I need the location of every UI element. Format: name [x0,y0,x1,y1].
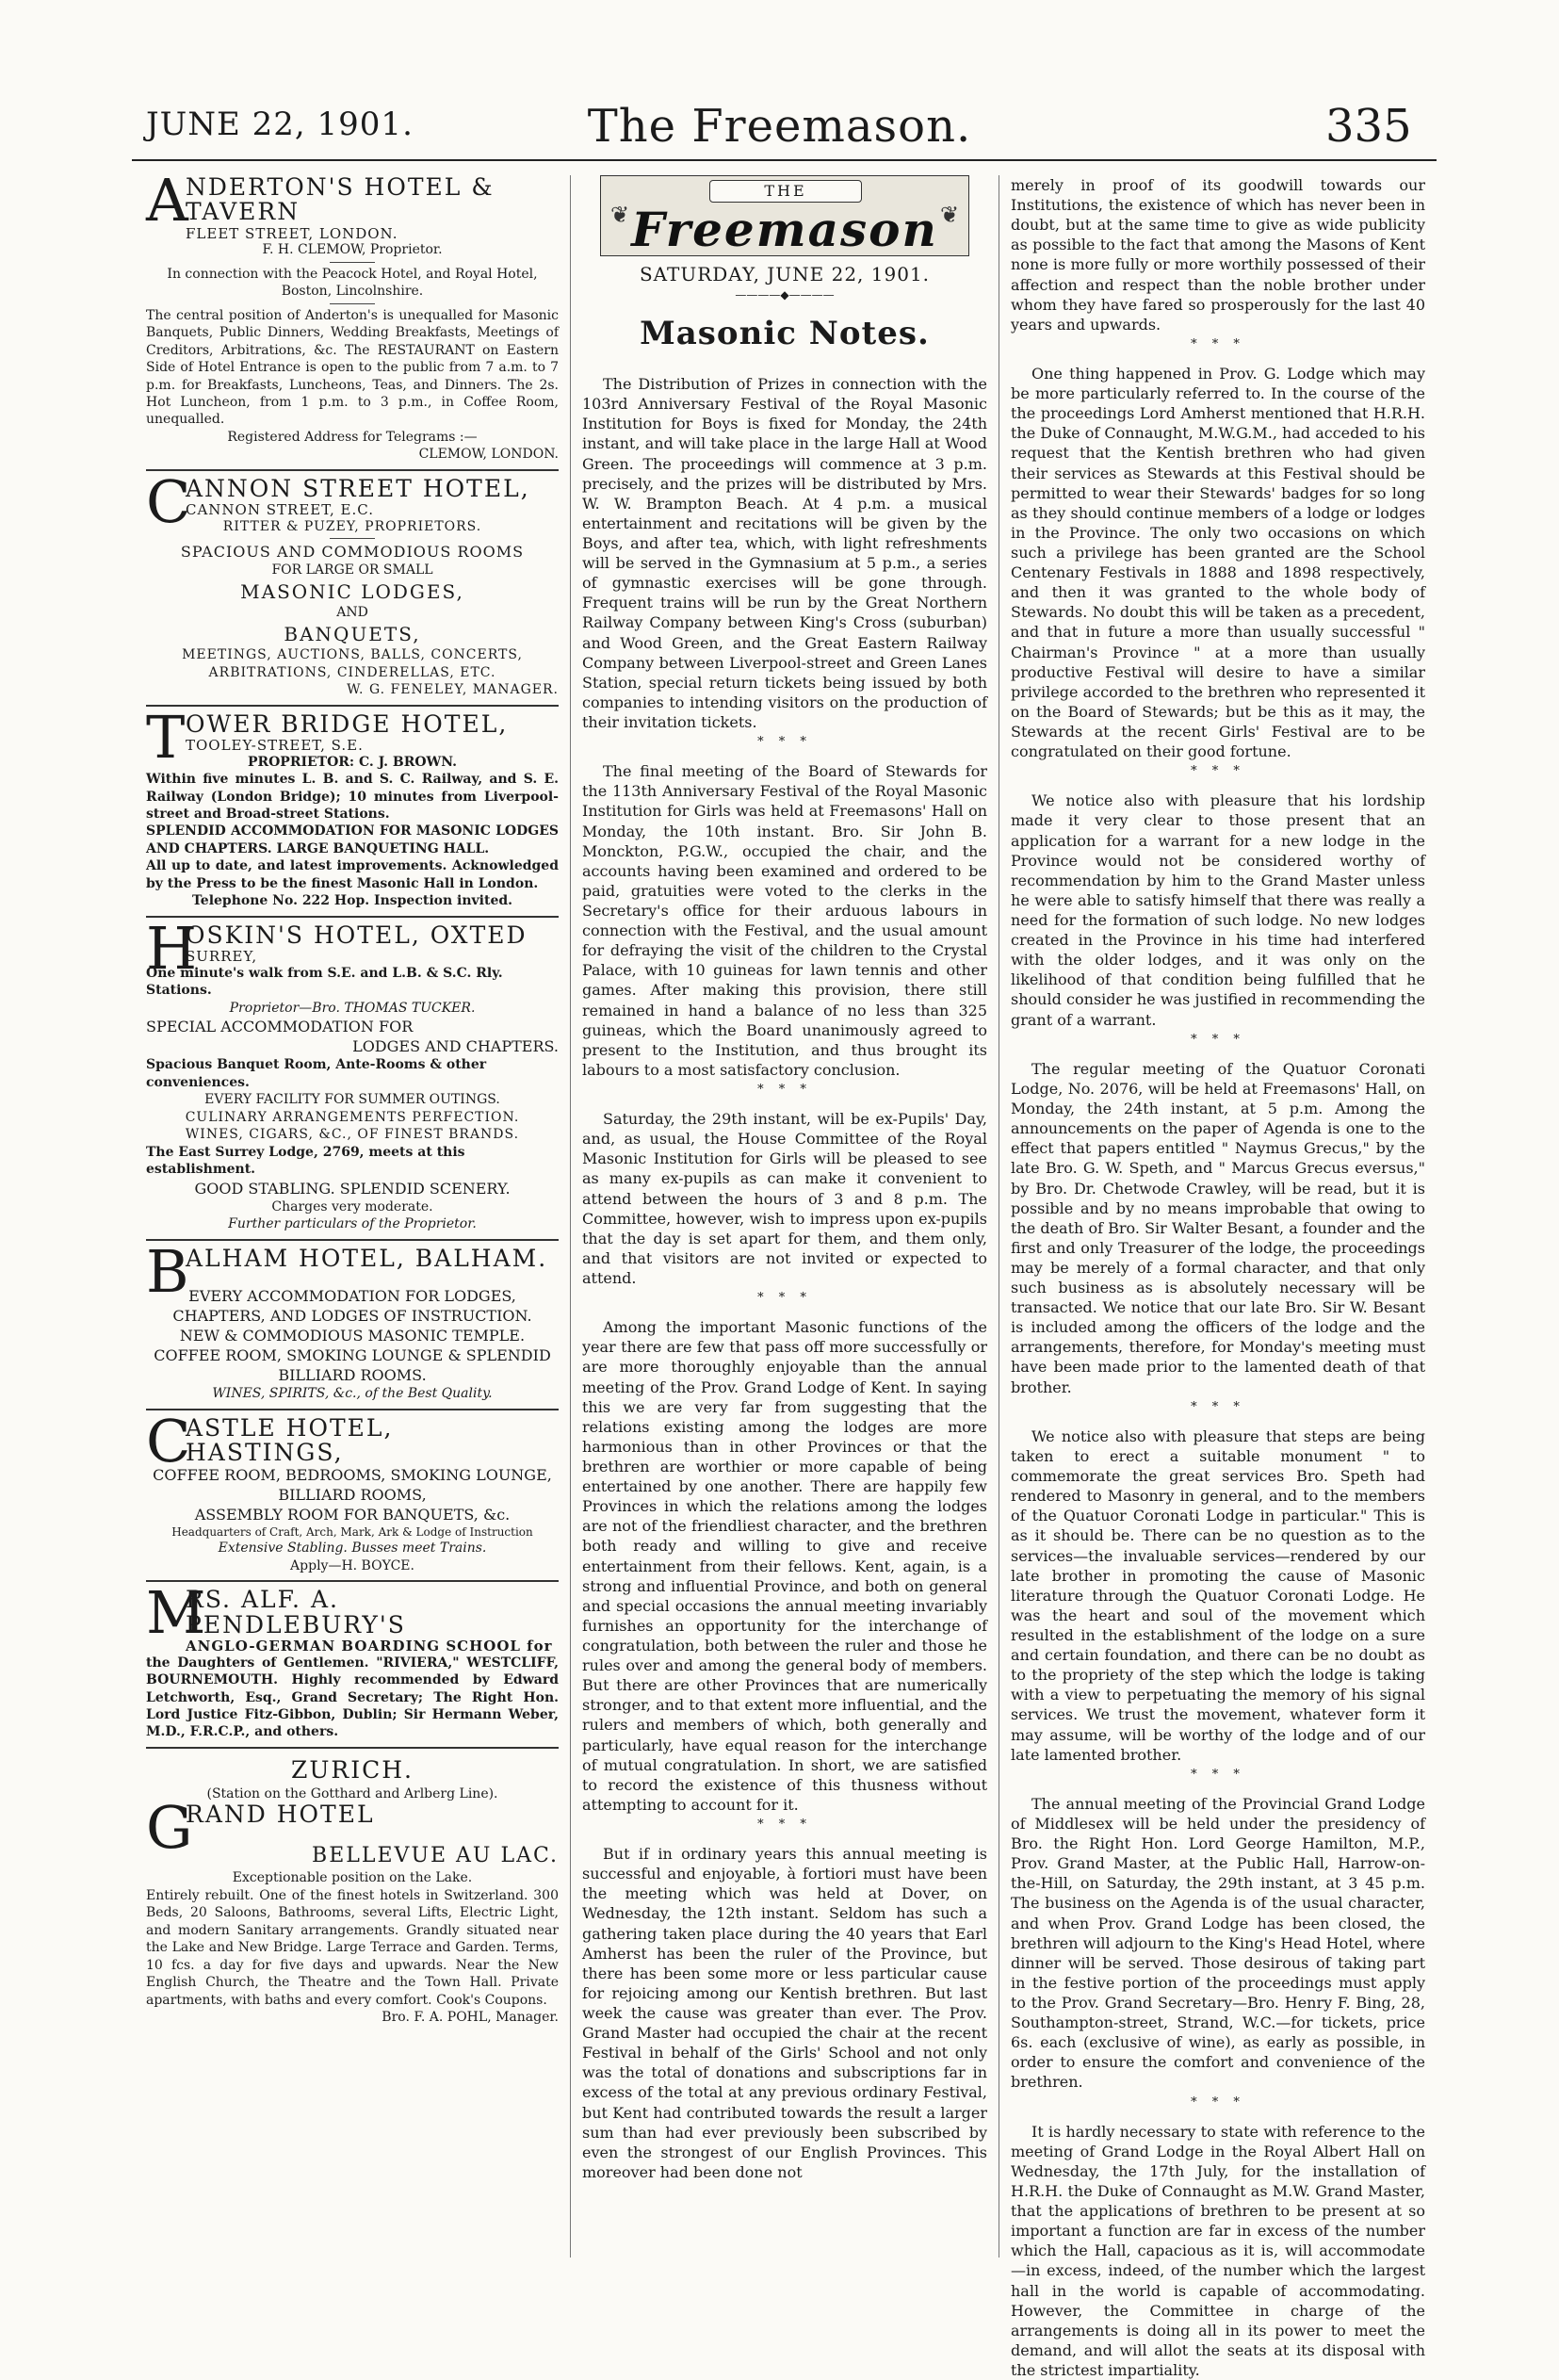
ornament-icon: ❦ [939,202,960,228]
drop-capital: C [146,1406,191,1475]
ad-text: FOR LARGE OR SMALL [271,562,433,579]
article-paragraph: One thing happened in Prov. G. Lodge which may be more particularly referred to. In the course of the the proceedings Lord Amherst mentioned that H.R.H. the Duke of Connaught, M.W.G.M., had acceded to his request that the Kentish brethren who had given their services as Stewards at this Festival should be permitted to wear their Stewards' badges for so long as they should continue members of a lodge or lodges in the Province. The only two occasions on which such a privilege has been granted are the School Centenary Festivals in 1888 and 1898 respectively, and then it was granted to the whole body of Stewards. No doubt this will be taken as a precedent, and that in future a more than usually successful " Chairman's Province " at a more than usually productive Festival will desire to have a similar privilege accorded to the brethren who represented it on the Board of Stewards; but be this as it may, the Stewards at the recent Girls' Festival are to be congratulated on their good fortune. [1011,365,1425,761]
section-separator: * * * [757,1818,812,1832]
article-paragraph: The Distribution of Prizes in connection with the 103rd Anniversary Festival of the Royal Masonic Institution for Boys is fixed for Monday, the 24th instant, and will take place in the large Hall at Wood Green. The proceedings will commence at 3 p.m. precisely, and the prizes will be distributed by Mrs. W. W. Brampton Beach. At 4 p.m. a musical entertainment and recitations will be given by the Boys, and after tea, which, with light refreshments will be served in the Gymnasium at 5 p.m., a series of gymnastic exercises will be gone through. Frequent trains will be run by the Great Northern Railway Company between King's Cross (suburban) and Wood Green, and the Great Eastern Railway Company between Liverpool-street and Green Lanes Station, special return tickets being issued by both companies to intending visitors on the production of their invitation tickets. [582,375,987,731]
divider [330,538,375,539]
ad-pendlebury [146,1578,559,1741]
section-separator: * * * [1191,336,1245,351]
ad-subtitle: SURREY, [186,948,258,966]
ad-text: Exceptionable position on the Lake. [232,1870,473,1886]
ad-text: ASSEMBLY ROOM FOR BANQUETS, &c. [194,1506,511,1524]
ad-text: SPECIAL ACCOMMODATION FOR [146,1018,414,1036]
ad-text: BANQUETS, [284,622,421,645]
ad-text: CLEMOW, LONDON. [418,447,559,463]
ad-manager: Bro. F. A. POHL, Manager. [382,2010,559,2026]
ad-text: Telephone No. 222 Hop. Inspection invited. [191,893,513,909]
ad-text: All up to date, and latest improvements. Acknowledged by the Press to be the finest Masonic Hall in London. [146,858,559,891]
article-paragraph: But if in ordinary years this annual meeting is successful and enjoyable, à fortiori must have been the meeting which was held at Dover, on Wednesday, the 12th instant. Seldom has such a gathering taken place during the 40 years that Earl Amherst has been the ruler of the Province, but there has been some more or less particular cause for rejoicing among our Kentish brethren. But last week the cause was greater than ever. The Prov. Grand Master had occupied the chair at the recent Festival in behalf of the Girls' School and not only was the total of donations and subscriptions far in excess of the total at any previous ordinary Festival, but Kent had contributed towards the result a larger sum than had ever previously been subscribed by even the strongest of our English Provinces. This moreover had been done not [582,1845,987,2181]
article-paragraph: The final meeting of the Board of Stewards for the 113th Anniversary Festival of the Royal Masonic Institution for Girls was held at Freemasons' Hall on Monday, the 10th instant. Bro. Sir John B. Monckton, P.G.W., occupied the chair, and the accounts having been examined and ordered to be paid, gratuities were voted to the clerks in the Secretary's office for their arduous labours in connection with the Festival, and the usual amount for defraying the visit of the children to the Crystal Palace, with 10 guineas for lawn tennis and other games. After making this provision, there still remained in hand a balance of no less than 325 guineas, which the Board unanimously agreed to present to the Institution, and thus brought its labours to a most satisfactory conclusion. [582,762,987,1079]
ad-text: The East Surrey Lodge, 2769, meets at this establishment. [146,1144,465,1178]
ornament-icon: ❦ [609,202,630,228]
ad-text: EVERY ACCOMMODATION FOR LODGES, [188,1286,516,1305]
ad-text: Further particulars of the Proprietor. [228,1216,477,1232]
ad-text: Charges very moderate. [271,1198,433,1214]
ad-title: RS. ALF. A. PENDLEBURY'S [186,1586,406,1638]
section-separator: * * * [1191,764,1245,779]
ad-title: RAND HOTEL [186,1801,375,1829]
ad-body: the Daughters of Gentlemen. "RIVIERA," WESTCLIFF, BOURNEMOUTH. Highly recommended by Edward Letchworth, Esq., Grand Secretary; The Right Hon. Lord Justice Fitz-Gibbon, Dublin; Sir Hermann Weber, M.D., F.R.C.P., and others. [146,1655,559,1740]
ad-text: In connection with the Peacock Hotel, and Royal Hotel, Boston, Lincolnshire. [167,266,538,300]
ad-proprietor: RITTER & PUZEY, PROPRIETORS. [222,518,482,534]
page-number: 335 [1325,100,1412,153]
ad-body: Entirely rebuilt. One of the finest hotels in Switzerland. 300 Beds, 20 Saloons, Bathrooms, several Lifts, Electric Light, and modern Sanitary arrangements. Grandly situated near the Lake and New Bridge. Large Terrace and Garden. Terms, 10 fcs. a day for five days and upwards. Near the New English Church, the Theatre and the Town Hall. Private apartments, with baths and every comfort. Cook's Coupons. [146,1887,559,2008]
divider [146,1239,559,1241]
ad-text: MEETINGS, AUCTIONS, BALLS, CONCERTS, ARBITRATIONS, CINDERELLAS, ETC. [182,647,523,680]
divider [330,262,375,263]
ad-proprietor: Proprietor—Bro. THOMAS TUCKER. [229,1000,476,1016]
ad-proprietor: PROPRIETOR: C. J. BROWN. [247,754,458,770]
ad-text: COFFEE ROOM, BEDROOMS, SMOKING LOUNGE, [153,1466,552,1485]
divider [146,1747,559,1749]
newspaper-title: The Freemason. [587,100,972,153]
ad-text: Spacious Banquet Room, Ante-Rooms & other conveniences. [146,1057,487,1090]
drop-capital: T [146,702,186,772]
column-divider [570,175,571,2258]
divider [146,1580,559,1582]
drop-capital: G [146,1793,193,1863]
ad-text: SPACIOUS AND COMMODIOUS ROOMS [180,543,525,562]
ad-text: EVERY FACILITY FOR SUMMER OUTINGS. [204,1092,500,1108]
ad-title: BELLEVUE AU LAC. [312,1844,559,1868]
drop-capital: M [146,1578,206,1648]
ad-title: ASTLE HOTEL, HASTINGS, [186,1413,394,1467]
article-paragraph: The annual meeting of the Provincial Grand Lodge of Middlesex will be held under the presidency of Bro. the Right Hon. Lord George Hamilton, M.P., Prov. Grand Master, at the Public Hall, Harrow-on-the-Hill, on Saturday, the 29th instant, at 3 45 p.m. The business on the Agenda is of the usual character, and when Prov. Grand Lodge has been closed, the brethren will adjourn to the King's Head Hotel, where dinner will be served. Those desirous of taking part in the festive portion of the proceedings must apply to the Prov. Grand Secretary—Bro. Henry F. Bing, 28, Southampton-street, Strand, W.C.—for tickets, price 6s. each (exclusive of wine), as early as possible, in order to ensure the comfort and convenience of the brethren. [1011,1794,1425,2092]
ad-text: Extensive Stabling. Busses meet Trains. [218,1540,487,1557]
issue-date-header: JUNE 22, 1901. [146,106,414,143]
ad-title: ANNON STREET HOTEL, [186,474,530,502]
article-paragraph: merely in proof of its goodwill towards our Institutions, the existence of which has never been in doubt, but at the same time to give as wide publicity as possible to the fact that among the Masons of Kent none is more fully or more worthily possessed of their affection and respect than the noble brother under whom they have fared so prosperously for the last 40 years and upwards. [1011,176,1425,334]
ad-title: NDERTON'S HOTEL & TAVERN [186,173,495,226]
ad-text: COFFEE ROOM, SMOKING LOUNGE & SPLENDID [154,1346,551,1365]
section-separator: * * * [757,1082,812,1097]
ad-text: WINES, CIGARS, &C., OF FINEST BRANDS. [185,1127,520,1143]
ad-hoskins [146,913,559,1233]
ad-text: AND [336,605,368,621]
ad-text: SPLENDID ACCOMMODATION FOR MASONIC LODGES AND CHAPTERS. LARGE BANQUETING HALL. [146,823,559,856]
ad-heading [146,166,559,242]
ad-cannon-street [146,466,559,699]
ad-subtitle: FLEET STREET, LONDON. [186,224,398,242]
ad-text: CHAPTERS, AND LODGES OF INSTRUCTION. [172,1306,532,1325]
issue-date: SATURDAY, JUNE 22, 1901. [639,263,931,285]
ad-text: NEW & COMMODIOUS MASONIC TEMPLE. [179,1326,526,1345]
ad-text: Registered Address for Telegrams :— [227,429,478,445]
ad-text: Headquarters of Craft, Arch, Mark, Ark & Lodge of Instruction [171,1524,533,1539]
logo-ribbon: THE [709,180,862,203]
ad-text: CULINARY ARRANGEMENTS PERFECTION. [185,1109,520,1125]
article-paragraph: It is hardly necessary to state with reference to the meeting of Grand Lodge in the Royal Albert Hall on Wednesday, the 17th July, for the installation of H.R.H. the Duke of Connaught as M.W. Grand Master, that the applications of brethren to be present at so important a function are far in excess of the number which the Hall, capacious as it is, will accommodate—in excess, indeed, of the number which the largest hall in the world is capable of accommodating. However, the Committee in charge of the arrangements is doing all in its power to meet the demand, and will allot the seats at its disposal with the strictest impartiality. [1011,2122,1425,2379]
advertisements-column [146,166,559,2032]
section-separator: * * * [1191,1767,1245,1782]
article-paragraph: Among the important Masonic functions of the year there are few that pass off more successfully or are more thoroughly enjoyable than the annual meeting of the Prov. Grand Lodge of Kent. In saying this we are very far from suggesting that the relations existing among the lodges are more harmonious than in other Provinces or that the brethren are worthier or more capable of being entertained by one another. There are happily few Provinces in which the relations among the lodges are not of the friendliest character, and the brethren both ready and willing to give and receive entertainment from their fellows. Kent, again, is a strong and influential Province, and both on general and special occasions the annual meeting invariably furnishes an opportunity for the interchange of congratulation, both between the ruler and those he rules over and among the general body of members. But there are other Provinces that are numerically stronger, and to that extent more influential, and the rulers and members of which, both generally and particularly, have equal reason for the interchange of mutual congratulation. In short, we are satisfied to record the existence of this thusness without attempting to account for it. [582,1318,987,1814]
ad-title: ZURICH. [290,1755,414,1784]
ad-text: GOOD STABLING. SPLENDID SCENERY. [194,1179,511,1198]
article-paragraph: We notice also with pleasure that steps are being taken to erect a suitable monument " to commemorate the great services Bro. Speth had rendered to Masonry in general, and to the members of the Quatuor Coronati Lodge in particular." This is as it should be. There can be no question as to the services—the invaluable services—rendered by our late brother in promoting the cause of Masonic literature through the Quatuor Coronati Lodge. He was the heart and soul of the movement which resulted in the establishment of the lodge on a sure and certain foundation, and there can be no doubt as to the propriety of the step which the lodge is taking with a view to perpetuating the memory of his signal services. We trust the movement, whatever form it may assume, will be worthy of the lodge and of our late lamented brother. [1011,1426,1425,1764]
divider [146,469,559,471]
ad-heading [146,1406,559,1475]
ad-subtitle: ANGLO-GERMAN BOARDING SCHOOL for [186,1637,553,1655]
ad-balham [146,1236,559,1403]
drop-capital: B [146,1236,189,1306]
ad-title: OWER BRIDGE HOTEL, [186,709,509,738]
ad-text: LODGES AND CHAPTERS. [352,1037,559,1056]
divider [330,303,375,304]
ad-text: MASONIC LODGES, [240,579,464,603]
article-paragraph: Saturday, the 29th instant, will be ex-Pupils' Day, and, as usual, the House Committee of the Royal Masonic Institution for Girls will be pleased to see as many ex-pupils as can make it convenient to attend between the hours of 3 and 8 p.m. The Committee, however, wish to impress upon ex-pupils that the day is set apart for them, and them only, and that visitors are not invited or expected to attend. [582,1110,987,1287]
section-separator: * * * [757,1291,812,1306]
ad-anderton [146,166,559,464]
ad-text: BILLIARD ROOMS, [278,1486,427,1505]
ad-proprietor: F. H. CLEMOW, Proprietor. [262,242,443,258]
drop-capital: C [146,466,191,536]
drop-capital: H [146,913,198,983]
ad-text: Within five minutes L. B. and S. C. Railway, and S. E. Railway (London Bridge); 10 minutes from Liverpool-street and Broad-street Stations. [146,772,559,822]
masthead-rule [132,159,1437,161]
section-separator: * * * [1191,1399,1245,1414]
divider [146,705,559,707]
section-separator: * * * [1191,2095,1245,2110]
ad-text: BILLIARD ROOMS. [278,1366,427,1385]
ad-subtitle: TOOLEY-STREET, S.E. [186,736,364,754]
ad-heading [146,1578,559,1655]
ad-text: One minute's walk from S.E. and L.B. & S.C. Rly. Stations. [146,965,503,999]
ad-title: OSKIN'S HOTEL, OXTED [186,921,528,949]
ad-tower-bridge [146,702,559,910]
ad-title: ALHAM HOTEL, BALHAM. [186,1244,548,1272]
ad-text: Apply—H. BOYCE. [290,1557,414,1573]
ad-zurich [146,1754,559,2027]
ad-text: WINES, SPIRITS, &c., of the Best Quality. [212,1386,493,1402]
article-paragraph: The regular meeting of the Quatuor Coronati Lodge, No. 2076, will be held at Freemasons' Hall, on Monday, the 24th instant, at 5 p.m. Among the announcements on the paper of Agenda is one to the effect that papers entitled " Naymus Grecus," by the late Bro. G. W. Speth, and " Marcus Grecus eversus," by Bro. Dr. Chetwode Crawley, will be read, but it is possible and by no means improbable that owing to the death of Bro. Sir Walter Besant, a founder and the first and only Treasurer of the lodge, the proceedings may be merely of a formal character, and that only such business as is absolutely necessary will be transacted. We notice that our late Bro. Sir W. Besant is included among the officers of the lodge and the arrangements, therefore, for Monday's meeting must have been made prior to the lamented death of that brother. [1011,1059,1425,1396]
article-paragraph: We notice also with pleasure that his lordship made it very clear to those present that an application for a warrant for a new lodge in the Province would not be considered worthy of recommendation by him to the Grand Master unless he were able to satisfy himself that there was really a need for the formation of such lodge. No new lodges created in the Province in his time had interfered with the older lodges, and it was only on the likelihood of that condition being fulfilled that he should consider he was justified in recommending the grant of a warrant. [1011,791,1425,1029]
ad-body: The central position of Anderton's is unequalled for Masonic Banquets, Public Dinners, Wedding Breakfasts, Meetings of Creditors, Arbitrations, &c. The RESTAURANT on Eastern Side of Hotel Entrance is open to the public from 7 a.m. to 7 p.m. for Breakfasts, Luncheons, Teas, and Dinners. The 2s. Hot Luncheon, from 1 p.m. to 3 p.m., in Coffee Room, unequalled. [146,307,559,428]
section-separator: * * * [757,735,812,750]
divider [146,1409,559,1410]
freemason-logo [600,175,969,256]
ad-text: (Station on the Gotthard and Arlberg Line). [206,1785,498,1801]
drop-capital: A [146,166,188,235]
section-separator: * * * [1191,1032,1245,1047]
ad-manager: W. G. FENELEY, MANAGER. [347,682,559,698]
ad-subtitle: CANNON STREET, E.C. [186,501,374,519]
masonic-notes-column [582,175,987,2182]
divider [146,916,559,918]
masonic-notes-continued-column [1011,175,1425,2380]
section-title: Masonic Notes. [640,315,930,353]
diamond-rule-icon: ————◆———— [735,288,835,302]
logo-wordmark: Freemason [631,202,938,256]
ad-castle-hastings [146,1406,559,1575]
